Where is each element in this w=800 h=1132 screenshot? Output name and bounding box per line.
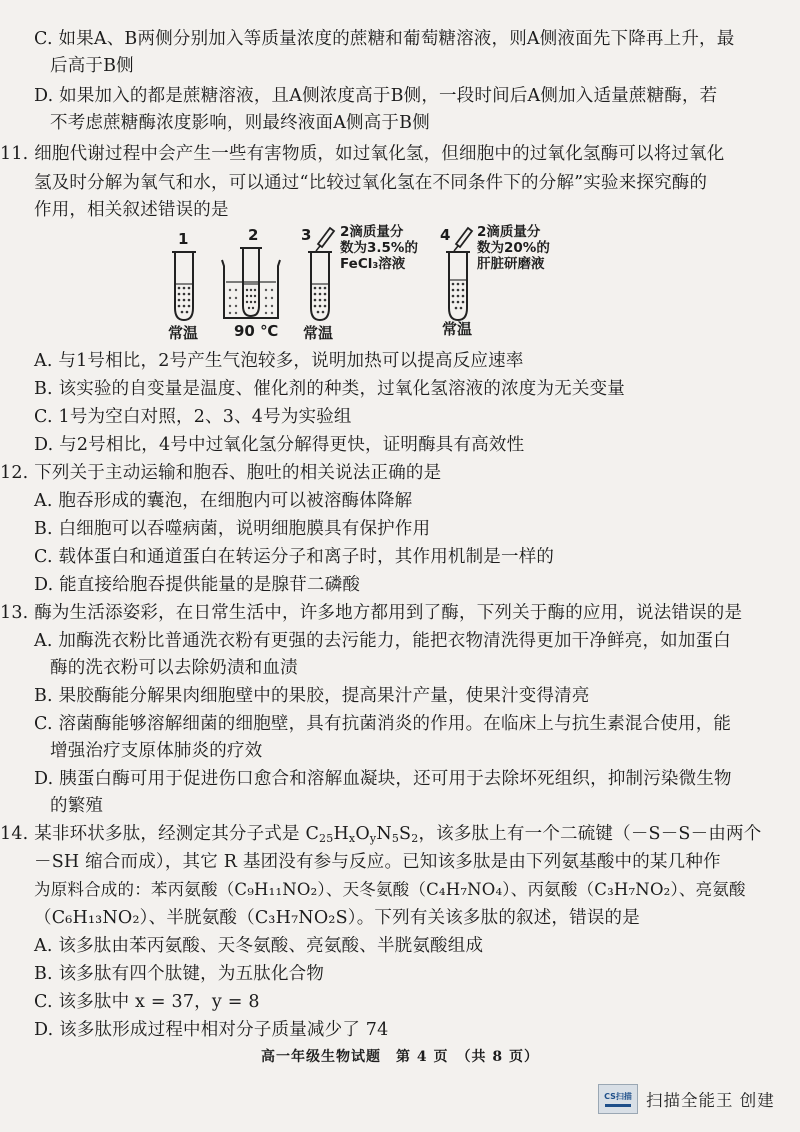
q13-stem: 13. 酶为生活添姿彩，在日常生活中，许多地方都用到了酶，下列关于酶的应用，说法错误的是 <box>0 603 743 623</box>
reagent-4-text: 2滴质量分 数为20%的 肝脏研磨液 <box>477 224 550 272</box>
q12-option-d: D. 能直接给胞吞提供能量的是腺苷二磷酸 <box>34 575 361 595</box>
tube-2-water-bath <box>222 248 280 318</box>
tube-3-condition: 常温 <box>303 324 334 342</box>
tube-1-label: 1 <box>178 230 189 248</box>
q12-option-c: C. 载体蛋白和通道蛋白在转运分子和离子时，其作用机制是一样的 <box>34 547 555 567</box>
q11-option-c: C. 1号为空白对照，2、3、4号为实验组 <box>34 407 352 427</box>
q14-option-c: C. 该多肽中 x = 37，y = 8 <box>34 992 260 1012</box>
q14-stem-line1: 14. 某非环状多肽，经测定其分子式是 $C_{25}H_xO_yN_5S_2$，该多肽上有一个二硫键（－S－S－由两个 <box>0 824 762 845</box>
q10-option-d-line1: D. 如果加入的都是蔗糖溶液，且A侧浓度高于B侧，一段时间后A侧加入适量蔗糖酶，若 <box>34 86 718 106</box>
q11-stem-line3: 作用，相关叙述错误的是 <box>34 200 229 220</box>
q13-option-b: B. 果胶酶能分解果肉细胞壁中的果胶，提高果汁产量，使果汁变得清亮 <box>34 686 590 706</box>
q14-option-b: B. 该多肽有四个肽键，为五肽化合物 <box>34 964 325 984</box>
watermark-text: 扫描全能王 创建 <box>646 1091 775 1110</box>
q10-option-c-line2: 后高于B侧 <box>50 56 134 76</box>
q11-option-b: B. 该实验的自变量是温度、催化剂的种类，过氧化氢溶液的浓度为无关变量 <box>34 379 625 399</box>
reagent-3-text: 2滴质量分 数为3.5%的 FeCl₃溶液 <box>340 224 418 272</box>
q12-stem: 12. 下列关于主动运输和胞吞、胞吐的相关说法正确的是 <box>0 463 442 483</box>
q12-option-b: B. 白细胞可以吞噬病菌，说明细胞膜具有保护作用 <box>34 519 431 539</box>
tube-4-condition: 常温 <box>442 320 473 338</box>
tube-4-label: 4 <box>440 226 451 244</box>
q13-option-a-line2: 酶的洗衣粉可以去除奶渍和血渍 <box>50 658 298 678</box>
q11-stem-line1: 11. 细胞代谢过程中会产生一些有害物质，如过氧化氢，但细胞中的过氧化氢酶可以将过氧化 <box>0 144 725 164</box>
q13-option-a-line1: A. 加酶洗衣粉比普通洗衣粉有更强的去污能力，能把衣物清洗得更加干净鲜亮，如加蛋白 <box>34 631 731 651</box>
q14-stem-line2: －SH 缩合而成），其它 R 基团没有参与反应。已知该多肽是由下列氨基酸中的某几种作 <box>34 852 721 872</box>
tube-2-condition: 90 ℃ <box>234 322 279 340</box>
tube-3-label: 3 <box>301 226 312 244</box>
q13-option-d-line1: D. 胰蛋白酶可用于促进伤口愈合和溶解血凝块，还可用于去除坏死组织，抑制污染微生物 <box>34 769 732 789</box>
q10-option-d-line2: 不考虑蔗糖酶浓度影响，则最终液面A侧高于B侧 <box>50 113 430 133</box>
page-footer: 高一年级生物试题 第 4 页 （共 8 页） <box>261 1049 539 1065</box>
q13-option-c-line2: 增强治疗支原体肺炎的疗效 <box>50 741 263 761</box>
q11-stem-line2: 氢及时分解为氧气和水，可以通过“比较过氧化氢在不同条件下的分解”实验来探究酶的 <box>34 173 708 193</box>
scanner-logo-icon: CS扫描 <box>598 1084 638 1114</box>
q13-option-d-line2: 的繁殖 <box>50 796 104 816</box>
q14-option-a: A. 该多肽由苯丙氨酸、天冬氨酸、亮氨酸、半胱氨酸组成 <box>34 936 484 956</box>
scanner-watermark <box>598 1084 775 1114</box>
q14-stem-line3: 为原料合成的：苯丙氨酸（C₉H₁₁NO₂）、天冬氨酸（C₄H₇NO₄）、丙氨酸（C₃H₇NO₂）、亮氨酸 <box>34 880 746 899</box>
tube-1 <box>172 252 196 320</box>
q11-option-a: A. 与1号相比，2号产生气泡较多，说明加热可以提高反应速率 <box>34 351 524 371</box>
q14-option-d: D. 该多肽形成过程中相对分子质量减少了 74 <box>34 1020 389 1040</box>
q11-option-d: D. 与2号相比，4号中过氧化氢分解得更快，证明酶具有高效性 <box>34 435 525 455</box>
q12-option-a: A. 胞吞形成的囊泡，在细胞内可以被溶酶体降解 <box>34 491 413 511</box>
tube-2-label: 2 <box>248 226 259 244</box>
q14-stem-line4: （C₆H₁₃NO₂）、半胱氨酸（C₃H₇NO₂S）。下列有关该多肽的叙述，错误的是 <box>34 908 640 928</box>
tube-3 <box>308 228 334 320</box>
dropper-icon <box>318 228 334 247</box>
q10-option-c-line1: C. 如果A、B两侧分别加入等质量浓度的蔗糖和葡萄糖溶液，则A侧液面先下降再上升，最 <box>34 29 735 49</box>
dropper-icon <box>456 228 472 247</box>
tube-1-condition: 常温 <box>168 324 199 342</box>
q13-option-c-line1: C. 溶菌酶能够溶解细菌的细胞壁，具有抗菌消炎的作用。在临床上与抗生素混合使用，能 <box>34 714 732 734</box>
test-tube-figure <box>150 222 620 340</box>
